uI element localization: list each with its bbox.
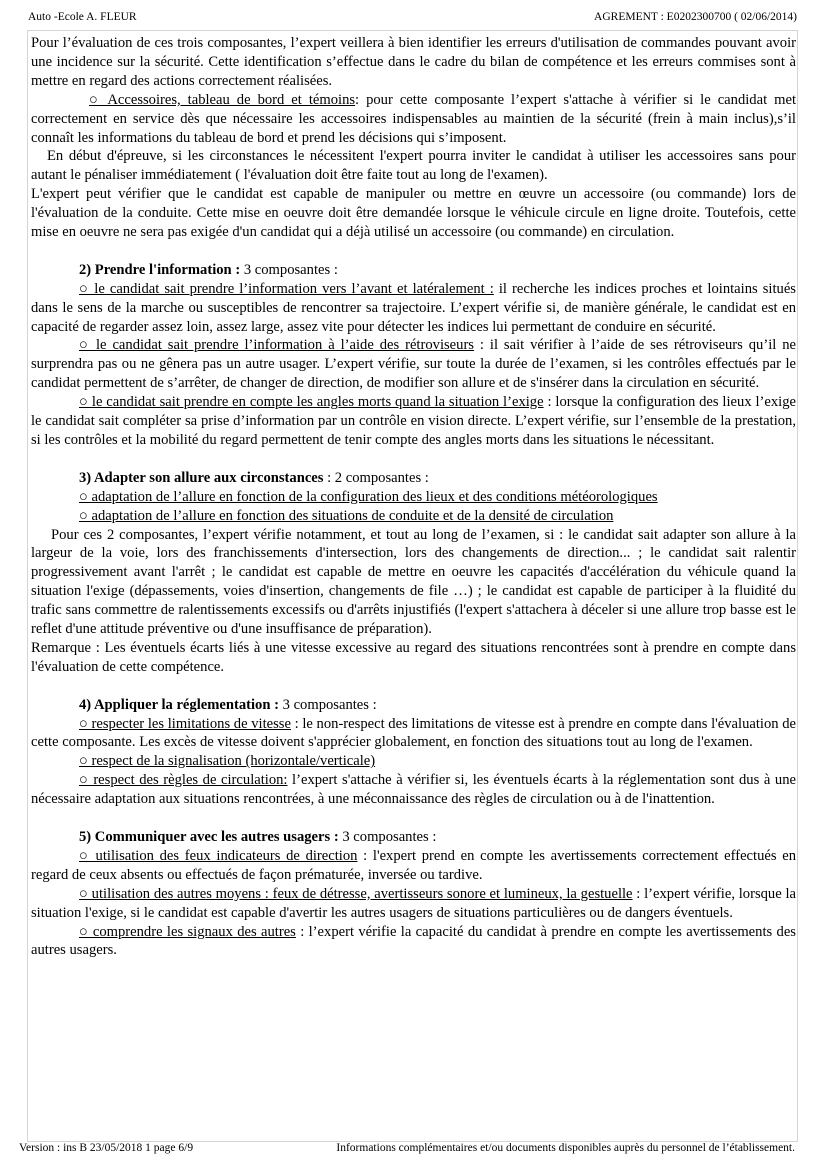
section-5-heading <box>31 828 796 847</box>
footer-version: Version : ins B 23/05/2018 1 page 6/9 <box>19 1142 194 1154</box>
section-5-component-1 <box>31 847 796 885</box>
component-text: l’expert s'attache à vérifier si, les éventuels écarts à la réglementation sont dus à une nécessaire adaptation aux situations rencontrées, à une méconnaissance des règles de circulation ou à de l'inattention. <box>31 772 796 808</box>
component-label: ○ respect de la signalisation (horizontale/verticale) <box>79 753 376 770</box>
component-text: : le non-respect des limitations de vitesse est à prendre en compte dans l'évaluation de cette composante. Les excès de vitesse doivent s'apprécier globalement, en fonction des situations tout au long de l'examen. <box>31 715 796 751</box>
section-2-component-1 <box>31 280 796 337</box>
section-5-count: 3 composantes : <box>338 829 437 845</box>
section-2-component-2 <box>31 336 796 393</box>
accessories-text: : pour cette composante l’expert s'attache à vérifier si le candidat met correctement en service dès que nécessaire les accessoires indispensables au maintien de la sécurité (frein à main inclus),s’il connaît les informations du tableau de bord et prend les décisions qui s’imposent. <box>31 91 796 146</box>
component-text: : il sait vérifier à l’aide de ses rétroviseurs qu’il ne surprendra pas ou ne gênera pas un autre usager. L’expert vérifie, sur toute la durée de l’examen, si les contrôles effectués par le candidat permettent de s’arrêter, de changer de direction, de modifier son allure et de s'insérer dans la circulation en sécurité. <box>31 337 796 392</box>
component-text: : lorsque la configuration des lieux l’exige le candidat sait compléter sa prise d’information par un contrôle en vision directe. L’expert vérifie, sur l’ensemble de la prestation, si les contrôles et la mobilité du regard permettent de tenir compte des angles morts dans les situations le nécessitant. <box>31 394 796 449</box>
accessories-label: ○ Accessoires, tableau de bord et témoins <box>89 91 356 108</box>
section-5-title: 5) Communiquer avec les autres usagers : <box>79 829 339 845</box>
section-2-component-3 <box>31 393 796 450</box>
section-4-component-2 <box>31 752 796 771</box>
section-4-heading <box>31 696 796 715</box>
intro-paragraph-2: En début d'épreuve, si les circonstances le nécessitent l'expert pourra inviter le candidat à utiliser les accessoires sans pour autant le pénaliser immédiatement ( l'évaluation doit être faite tout au long de l'examen). <box>31 148 796 184</box>
section-2-title: 2) Prendre l'information : <box>79 261 241 278</box>
section-3-paragraph: Pour ces 2 composantes, l’expert vérifie notamment, et tout au long de l’examen, si : le candidat sait adapter son allure à la largeur de la voie, lors des franchissements d'intersection, lors des changements de direction... ; le candidat sait ralentir progressivement avant l'arrêt ; le candidat est capable de mettre en oeuvre les capacités d'accélération du véhicule quand la situation l'exige (dépassements, voies d'insertion, changements de file …) ; le candidat est capable de participer à la fluidité du trafic sans commettre de ralentissements excessifs ou d'arrêts injustifiés (l'expert s'attachera à déceler si une allure trop basse est le reflet d'une attitude préventive ou d'une insuffisance de préparation). <box>31 526 796 638</box>
component-label: ○ utilisation des autres moyens : feux de détresse, avertisseurs sonore et lumineux, la gestuelle <box>79 885 633 902</box>
section-3-component-2 <box>31 507 796 526</box>
header-agreement: AGREMENT : E0202300700 ( 02/06/2014) <box>594 11 797 23</box>
section-2-count: 3 composantes : <box>240 261 338 278</box>
component-label: ○ le candidat sait prendre l’information vers l’avant et latéralement : <box>79 280 494 297</box>
component-text: il recherche les indices proches et lointains situés dans le sens de la marche ou susceptibles de rencontrer sa trajectoire. L’expert vérifie si, de manière générale, le candidat est en capacité de regarder assez loin, assez large, assez vite pour détecter les indices lui permettant de conduire en sécurité. <box>31 280 796 335</box>
component-label: ○ adaptation de l’allure en fonction des situations de conduite et de la densité de circulation <box>79 507 614 524</box>
intro-paragraph-3: L'expert peut vérifier que le candidat est capable de manipuler ou mettre en œuvre un accessoire (ou commande) lors de l'évaluation de la conduite. Cette mise en oeuvre doit être demandée lorsque le véhicule circule en ligne droite. Toutefois, cette mise en oeuvre ne sera pas exigée d'un candidat qui a déjà utilisé un accessoire (ou commande) en circulation. <box>31 186 796 241</box>
section-4-component-1 <box>31 715 796 753</box>
component-label: ○ le candidat sait prendre l’information à l’aide des rétroviseurs <box>79 337 474 354</box>
section-3-heading <box>31 469 796 488</box>
component-label: ○ comprendre les signaux des autres <box>79 923 296 940</box>
accessories-paragraph <box>31 91 796 148</box>
section-3-component-1 <box>31 488 796 507</box>
component-label: ○ adaptation de l’allure en fonction de la configuration des lieux et des conditions météorologiques <box>79 488 658 505</box>
spacer <box>31 677 796 696</box>
intro-paragraph: Pour l’évaluation de ces trois composantes, l’expert veillera à bien identifier les erreurs d'utilisation de commandes pouvant avoir une incidence sur la sécurité. Cette identification s’effectue dans le cadre du bilan de compétence et les erreurs commises sont à mettre en regard des actions correctement réalisées. <box>31 35 796 89</box>
component-label: ○ le candidat sait prendre en compte les angles morts quand la situation l’exige <box>79 394 544 411</box>
footer-info: Informations complémentaires et/ou documents disponibles auprès du personnel de l’établissement. <box>336 1142 795 1154</box>
spacer <box>31 809 796 828</box>
section-3-count: : 2 composantes : <box>323 469 429 486</box>
section-2-heading <box>31 261 796 280</box>
component-text: : l’expert vérifie la capacité du candidat à prendre en compte les avertissements des autres usagers. <box>31 923 796 959</box>
component-text: : l'expert prend en compte les avertissements correctement effectués en regard de ceux absents ou effectués de façon prématurée, inversée ou tardive. <box>31 847 796 883</box>
component-label: ○ respect des règles de circulation: <box>79 772 288 789</box>
document-body <box>31 34 796 960</box>
section-5-component-2 <box>31 885 796 923</box>
section-3-title: 3) Adapter son allure aux circonstances <box>79 469 324 486</box>
section-4-component-3 <box>31 771 796 809</box>
section-4-title: 4) Appliquer la réglementation : <box>79 696 279 713</box>
component-label: ○ respecter les limitations de vitesse <box>79 715 291 732</box>
header-school-name: Auto -Ecole A. FLEUR <box>28 11 137 23</box>
component-text: : l’expert vérifie, lorsque la situation l'exige, si le candidat est capable d'avertir les autres usagers de situations particulières ou de dangers éventuels. <box>31 885 796 921</box>
section-5-component-3 <box>31 923 796 961</box>
spacer <box>31 242 796 261</box>
section-4-count: 3 composantes : <box>278 696 377 713</box>
spacer <box>31 450 796 469</box>
component-label: ○ utilisation des feux indicateurs de direction <box>79 847 358 864</box>
section-3-remark: Remarque : Les éventuels écarts liés à une vitesse excessive au regard des situations rencontrées sont à prendre en compte dans l'évaluation de cette compétence. <box>31 639 796 675</box>
